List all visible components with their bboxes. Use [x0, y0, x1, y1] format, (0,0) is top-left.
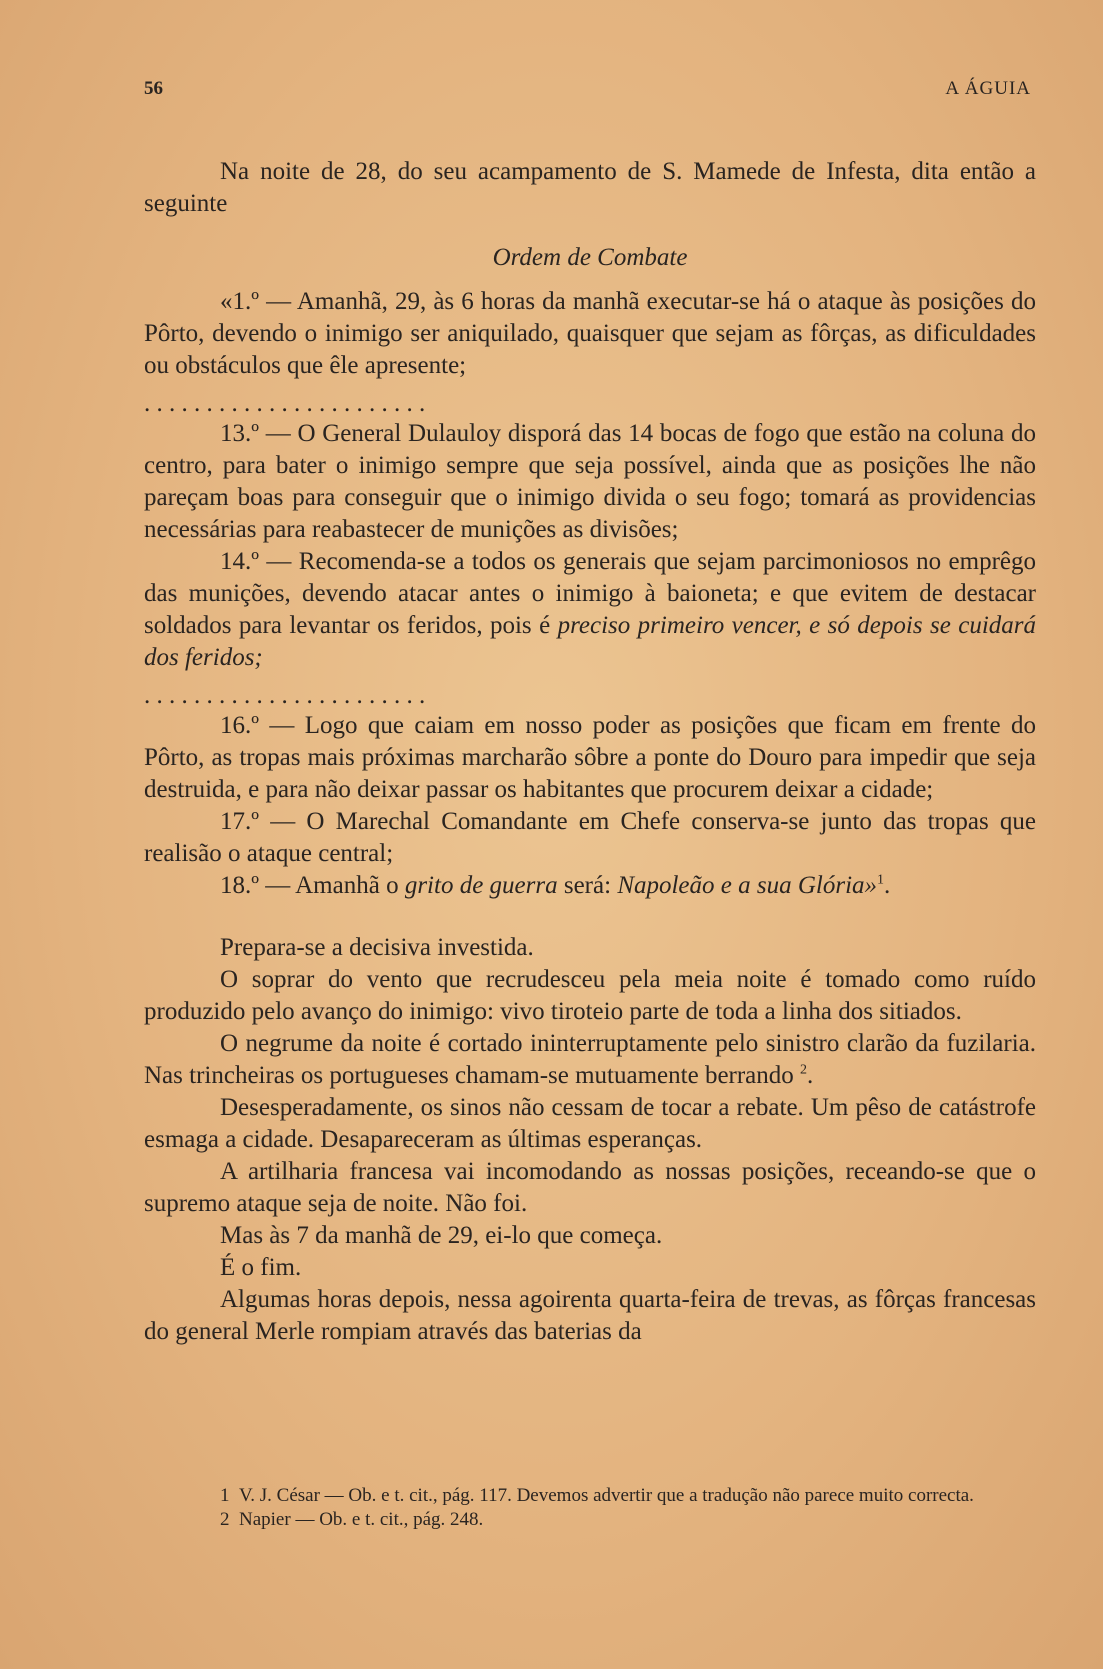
footnote-2: [144, 1508, 1036, 1532]
order-item-13: 13.º — O General Dulauloy disporá das 14 bocas de fogo que estão na coluna do centro, para bater o inimigo sempre que seja possível, ainda que as posições lhe não pareçam boas para conseguir que o inimigo divida o seu fogo; tomará as providencias necessárias para reabastecer de munições as divisões;: [144, 420, 1036, 543]
footnote-ref-2: 2: [800, 1062, 808, 1078]
footnotes: [144, 1484, 1036, 1532]
narrative: [144, 932, 1036, 1348]
footnote-ref-1: 1: [877, 872, 885, 888]
order-item-1: «1.º — Amanhã, 29, às 6 horas da manhã executar-se há o ataque às posições do Pôrto, devendo o inimigo ser aniquilado, quaisquer que sejam as fôrças, as dificuldades ou obstáculos que êle apresente;: [144, 288, 1036, 379]
narrative-paragraph: O soprar do vento que recrudesceu pela meia noite é tomado como ruído produzido pelo avanço do inimigo: vivo tiroteio parte de toda a linha dos sitiados.: [144, 966, 1036, 1025]
order-item-14-text: 14.º — Recomenda-se a todos os generais que sejam parcimoniosos no emprêgo das munições, devendo atacar antes o inimigo à baioneta; e que evitem de destacar soldados para levantar os feridos, pois é: [144, 548, 1036, 639]
journal-title: A ÁGUIA: [945, 78, 1031, 99]
footnote-1: [144, 1484, 1036, 1508]
narrative-paragraph: Desesperadamente, os sinos não cessam de tocar a rebate. Um pêso de catástrofe esmaga a cidade. Desapareceram as últimas esperanças.: [144, 1094, 1036, 1153]
war-cry-label: grito de guerra: [404, 872, 558, 899]
intro-paragraph: Na noite de 28, do seu acampamento de S. Mamede de Infesta, dita então a seguinte: [144, 158, 1036, 217]
order-item-14: [144, 546, 1036, 674]
page-number: 56: [144, 78, 163, 99]
ellipsis-row-1: . . . . . . . . . . . . . . . . . . . . . . .: [144, 390, 426, 417]
footnote-text: Napier — Ob. e t. cit., pág. 248.: [239, 1509, 484, 1530]
narrative-paragraph: A artilharia francesa vai incomodando as nossas posições, receando-se que o supremo ataque seja de noite. Não foi.: [144, 1158, 1036, 1217]
narrative-paragraph-end: .: [807, 1062, 814, 1089]
order-item-18: [144, 870, 1036, 902]
running-header: [144, 78, 1031, 108]
narrative-paragraph-text: O negrume da noite é cortado ininterruptamente pelo sinistro clarão da fuzilaria. Nas trincheiras os portugueses chamam-se mutuamente berrando: [144, 1030, 1036, 1089]
war-cry: Napoleão e a sua Glória»: [617, 872, 878, 899]
order-item-18-text: 18.º — Amanhã o: [220, 872, 399, 899]
order-item-18-colon: será:: [563, 872, 612, 899]
footnote-mark: 2: [220, 1509, 230, 1530]
narrative-paragraph: Mas às 7 da manhã de 29, ei-lo que começa.: [220, 1222, 663, 1249]
narrative-paragraph: Prepara-se a decisiva investida.: [220, 934, 534, 961]
narrative-paragraph: Algumas horas depois, nessa agoirenta quarta-feira de trevas, as fôrças francesas do general Merle rompiam através das baterias da: [144, 1286, 1036, 1345]
footnote-text: V. J. César — Ob. e t. cit., pág. 117. Devemos advertir que a tradução não parece muito correcta.: [239, 1485, 974, 1506]
order-item-18-end: .: [884, 872, 891, 899]
main-text: [144, 156, 1036, 1348]
order-item-14-italic: preciso primeiro vencer, e só depois se cuidará dos feridos;: [144, 612, 1037, 671]
order-item-16: 16.º — Logo que caiam em nosso poder as posições que ficam em frente do Pôrto, as tropas mais próximas marcharão sôbre a ponte do Douro para impedir que seja destruida, e para não deixar passar os habitantes que procurem deixar a cidade;: [144, 712, 1036, 803]
narrative-paragraph: É o fim.: [220, 1254, 302, 1281]
order-title: Ordem de Combate: [492, 244, 688, 271]
footnote-mark: 1: [220, 1485, 230, 1506]
ellipsis-row-2: . . . . . . . . . . . . . . . . . . . . . . .: [144, 682, 426, 709]
narrative-paragraph: [144, 1028, 1036, 1092]
order-item-17: 17.º — O Marechal Comandante em Chefe conserva-se junto das tropas que realisão o ataque central;: [144, 808, 1036, 867]
